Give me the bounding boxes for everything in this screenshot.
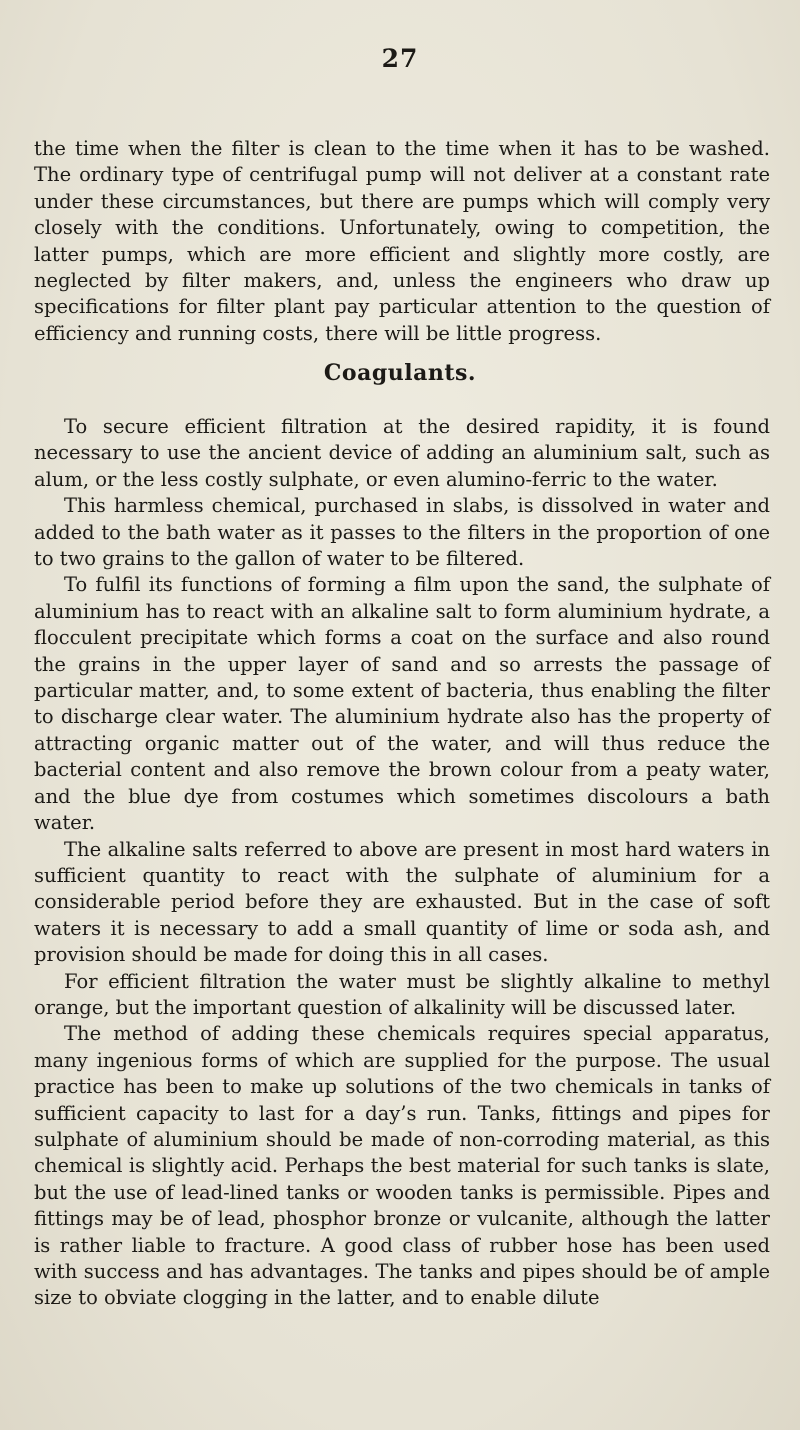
paragraph-5: For efficient filtration the water must be slightly alkaline to methyl orange, but the important question of alkalinity will be discussed later.	[34, 969, 770, 1019]
section-heading: Coagulants.	[323, 360, 477, 386]
body-text-block	[34, 414, 770, 1312]
paragraph-6: The method of adding these chemicals requires special apparatus, many ingenious forms of which are supplied for the purpose. The usual practice has been to make up solutions of the two chemicals in tanks of sufficient capacity to last for a day’s run. Tanks, fittings and pipes for sulphate of aluminium should be made of non-corroding material, as this chemical is slightly acid. Perhaps the best material for such tanks is slate, but the use of lead-lined tanks or wooden tanks is permissible. Pipes and fittings may be of lead, phosphor bronze or vulcanite, although the latter is rather liable to fracture. A good class of rubber hose has been used with success and has advantages. The tanks and pipes should be of ample size to obviate clogging in the latter, and to enable dilute	[34, 1022, 770, 1310]
paragraph-1: To secure efficient filtration at the desired rapidity, it is found necessary to use the ancient device of adding an aluminium salt, such as alum, or the less costly sulphate, or even alumino-ferric to the water.	[34, 415, 770, 491]
intro-paragraph: the time when the filter is clean to the time when it has to be washed. The ordinary type of centrifugal pump will not deliver at a constant rate under these circumstances, but there are pumps which will comply very closely with the conditions. Unfortunately, owing to competition, the latter pumps, which are more efficient and slightly more costly, are neglected by filter makers, and, unless the engineers who draw up specifications for filter plant pay particular attention to the question of efficiency and running costs, there will be little progress.	[34, 137, 770, 345]
page-number: 27	[381, 44, 419, 73]
paragraph-2: This harmless chemical, purchased in slabs, is dissolved in water and added to the bath water as it passes to the filters in the proportion of one to two grains to the gallon of water to be filtered.	[34, 494, 770, 571]
paragraph-3: To fulfil its functions of forming a film upon the sand, the sulphate of aluminium has to react with an alkaline salt to form aluminium hydrate, a flocculent precipitate which forms a coat on the surface and also round the grains in the upper layer of sand and so arrests the passage of particular matter, and, to some extent of bacteria, thus enabling the filter to discharge clear water. The aluminium hydrate also has the property of attracting organic matter out of the water, and will thus reduce the bacterial content and also remove the brown colour from a peaty water, and the blue dye from costumes which sometimes discolours a bath water.	[34, 573, 770, 835]
intro-paragraph-block	[34, 136, 770, 347]
paragraph-4: The alkaline salts referred to above are present in most hard waters in sufficient quantity to react with the sulphate of aluminium for a considerable period before they are exhausted. But in the case of soft waters it is necessary to add a small quantity of lime or soda ash, and provision should be made for doing this in all cases.	[34, 837, 770, 967]
